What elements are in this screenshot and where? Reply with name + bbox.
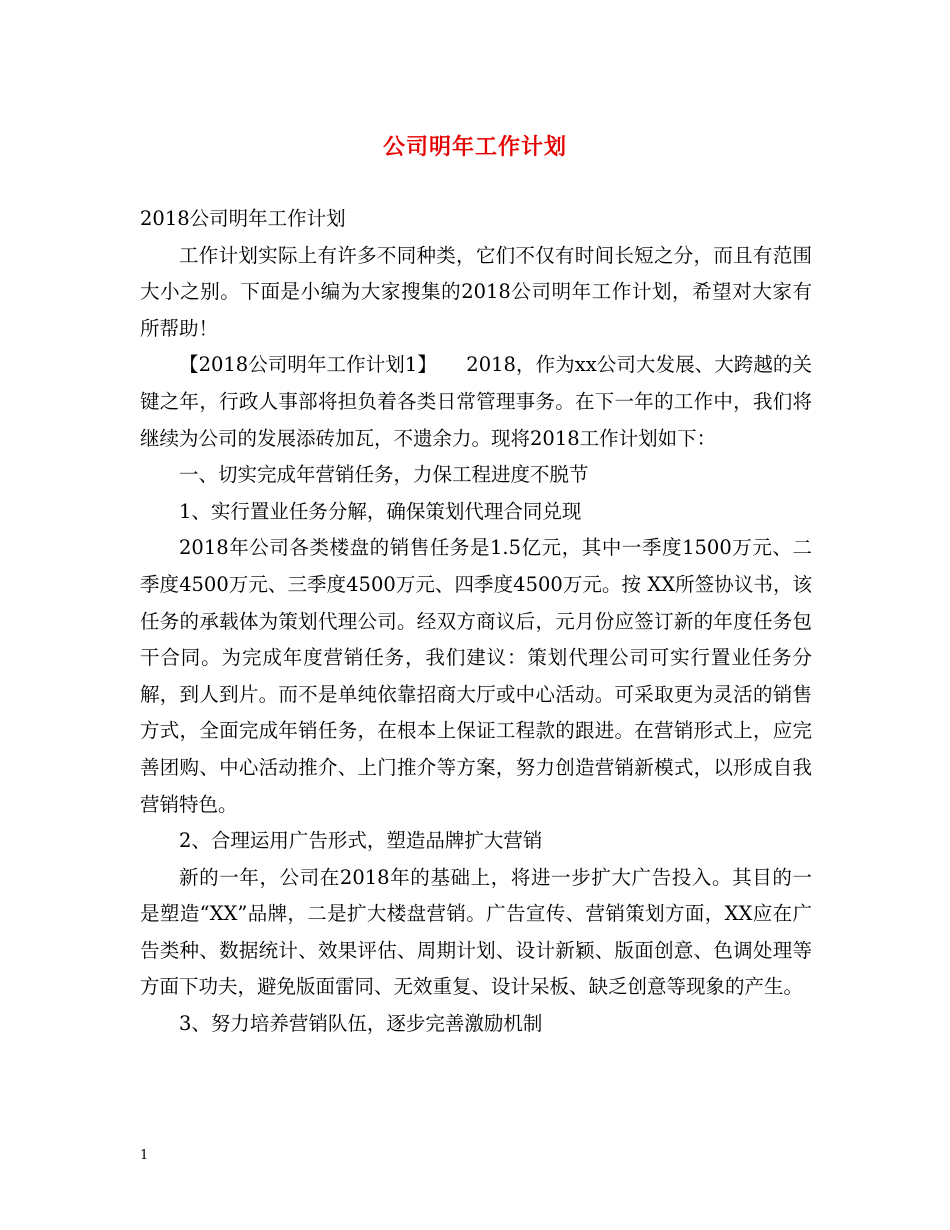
subsection-heading-2: 2、合理运用广告形式，塑造品牌扩大营销 xyxy=(179,829,543,853)
section-heading-1: 一、切实完成年营销任务，力保工程进度不脱节 xyxy=(179,463,589,487)
subsection-heading-1: 1、实行置业任务分解，确保策划代理合同兑现 xyxy=(179,499,582,523)
paragraph-advertising: 新的一年，公司在2018年的基础上，将进一步扩大广告投入。其目的一是塑造“XX”品牌，二是扩大楼盘营销。广告宣传、营销策划方面，XX应在广告类种、数据统计、效果评估、周期计划、设计新颖、版面创意、色调处理等方面下功夫，避免版面雷同、无效重复、设计呆板、缺乏创意等现象的产生。 xyxy=(140,865,812,999)
subsection-heading-3: 3、努力培养营销队伍，逐步完善激励机制 xyxy=(179,1012,543,1036)
paragraph-plan-1: 【2018公司明年工作计划1】 2018，作为xx公司大发展、大跨越的关键之年，行政人事部将担负着各类日常管理事务。在下一年的工作中，我们将继续为公司的发展添砖加瓦，不遗余力。现将2018工作计划如下： xyxy=(140,353,812,450)
document-body xyxy=(140,201,812,1043)
page-number: 1 xyxy=(140,1148,149,1163)
paragraph-subtitle: 2018公司明年工作计划 xyxy=(140,207,346,230)
paragraph-intro: 工作计划实际上有许多不同种类，它们不仅有时间长短之分，而且有范围大小之别。下面是小编为大家搜集的2018公司明年工作计划，希望对大家有所帮助！ xyxy=(140,243,812,340)
document-title: 公司明年工作计划 xyxy=(382,134,567,160)
paragraph-sales-tasks: 2018年公司各类楼盘的销售任务是1.5亿元，其中一季度1500万元、二季度4500万元、三季度4500万元、四季度4500万元。按 XX所签协议书，该任务的承载体为策划代理公司。经双方商议后，元月份应签订新的年度任务包干合同。为完成年度营销任务，我们建议：策划代理公司可实行置业任务分解，到人到片。而不是单纯依靠招商大厅或中心活动。可采取更为灵活的销售方式，全面完成年销任务，在根本上保证工程款的跟进。在营销形式上，应完善团购、中心活动推介、上门推介等方案，努力创造营销新模式，以形成自我营销特色。 xyxy=(140,536,812,816)
